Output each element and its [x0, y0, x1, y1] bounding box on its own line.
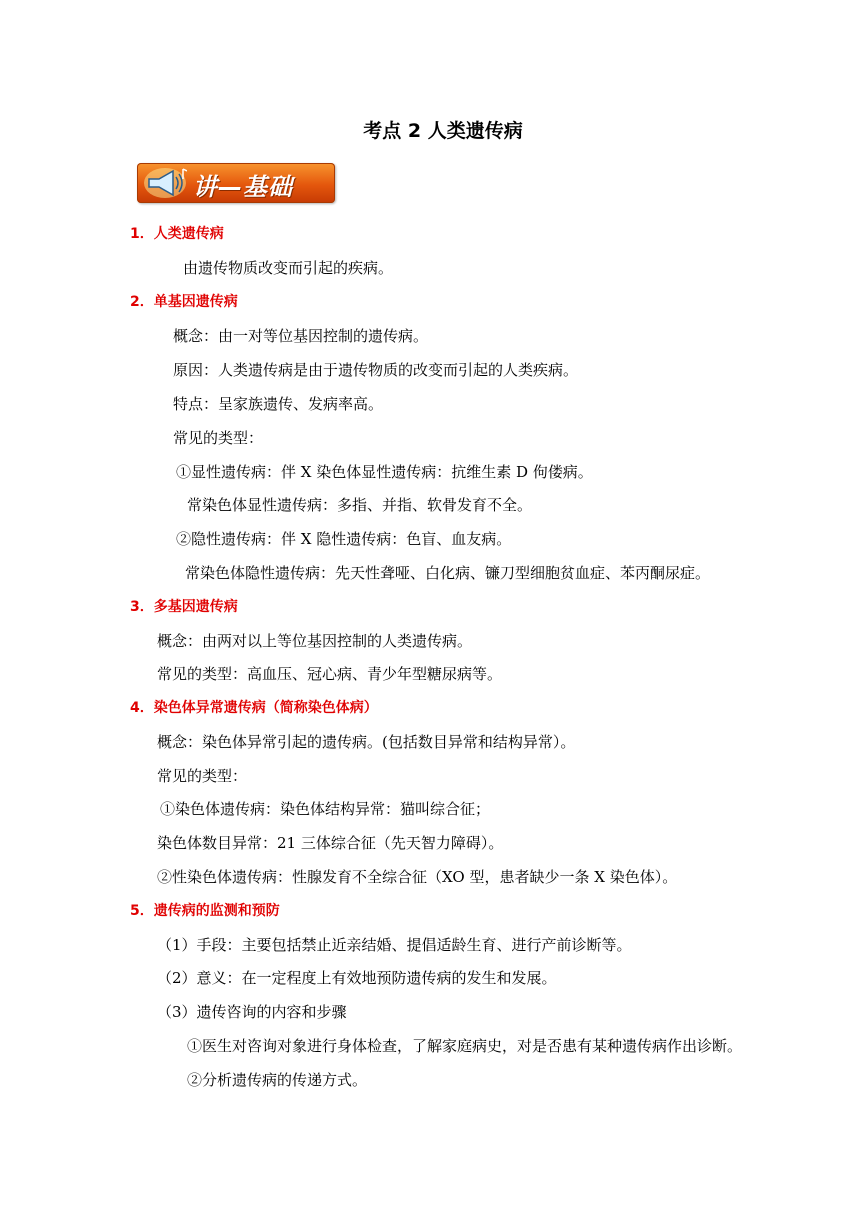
section-4-line: 染色体数目异常：21 三体综合征（先天智力障碍）。: [157, 834, 504, 852]
section-2-line: ②隐性遗传病：伴 X 隐性遗传病：色盲、血友病。: [176, 530, 512, 548]
section-5-line: ①医生对咨询对象进行身体检查，了解家庭病史，对是否患有某种遗传病作出诊断。: [187, 1037, 743, 1055]
section-4-line: 常见的类型：: [157, 767, 248, 785]
section-heading-3: 3．多基因遗传病: [130, 599, 238, 615]
section-1-line: 由遗传物质改变而引起的疾病。: [183, 259, 394, 277]
section-2-line: ①显性遗传病：伴 X 染色体显性遗传病：抗维生素 D 佝偻病。: [176, 463, 593, 481]
section-5-line: （1）手段：主要包括禁止近亲结婚、提倡适龄生育、进行产前诊断等。: [157, 936, 632, 954]
banner-label: 讲—基础: [193, 173, 293, 201]
section-heading-4: 4．染色体异常遗传病（简称染色体病）: [130, 700, 378, 716]
section-3-line: 概念：由两对以上等位基因控制的人类遗传病。: [157, 632, 473, 650]
section-5-line: （2）意义：在一定程度上有效地预防遗传病的发生和发展。: [157, 969, 557, 987]
section-2-line: 概念：由一对等位基因控制的遗传病。: [173, 327, 429, 345]
section-5-line: （3）遗传咨询的内容和步骤: [157, 1003, 347, 1021]
section-5-line: ②分析遗传病的传递方式。: [187, 1071, 368, 1089]
section-2-line: 常染色体显性遗传病：多指、并指、软骨发育不全。: [187, 496, 533, 514]
section-heading-2: 2．单基因遗传病: [130, 294, 238, 310]
page-title: 考点 2 人类遗传病: [363, 120, 523, 142]
section-banner: [137, 163, 335, 203]
section-4-line: 概念：染色体异常引起的遗传病。(包括数目异常和结构异常）。: [157, 733, 576, 751]
section-4-line: ①染色体遗传病：染色体结构异常：猫叫综合征；: [160, 800, 491, 818]
megaphone-icon: [143, 167, 187, 199]
section-2-line: 常见的类型：: [173, 429, 264, 447]
section-heading-1: 1．人类遗传病: [130, 226, 224, 242]
section-2-line: 特点：呈家族遗传、发病率高。: [173, 395, 384, 413]
section-2-line: 原因：人类遗传病是由于遗传物质的改变而引起的人类疾病。: [173, 361, 579, 379]
section-heading-5: 5．遗传病的监测和预防: [130, 903, 280, 919]
section-4-line: ②性染色体遗传病：性腺发育不全综合征（XO 型，患者缺少一条 X 染色体）。: [157, 868, 678, 886]
section-2-line: 常染色体隐性遗传病：先天性聋哑、白化病、镰刀型细胞贫血症、苯丙酮尿症。: [185, 564, 711, 582]
section-3-line: 常见的类型：高血压、冠心病、青少年型糖尿病等。: [157, 665, 503, 683]
